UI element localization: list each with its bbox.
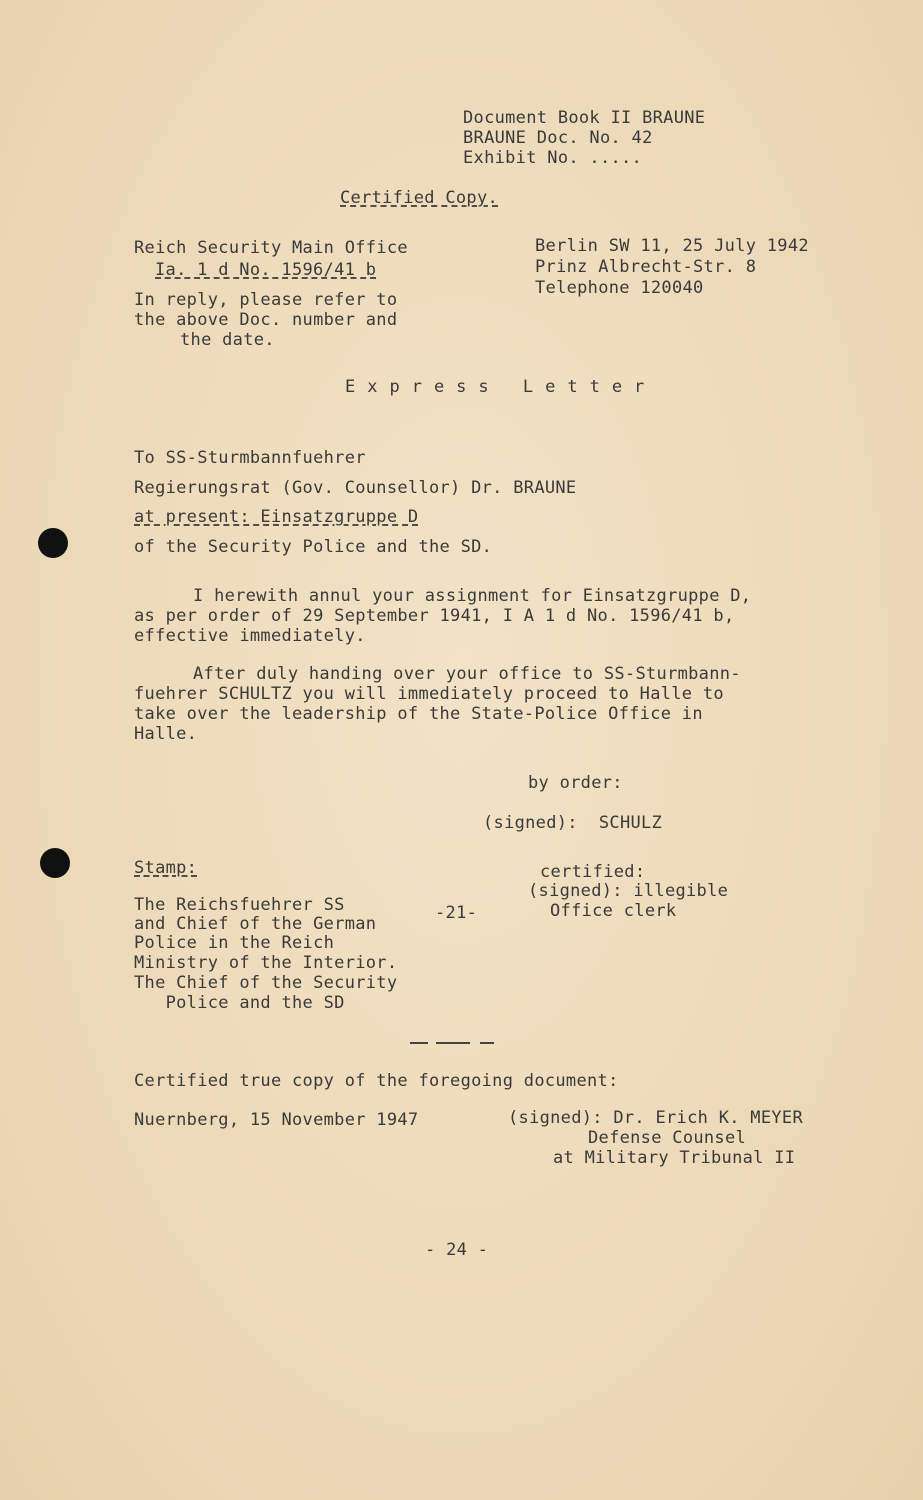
recipient-line-1: To SS-Sturmbannfuehrer bbox=[134, 448, 366, 468]
para1-line-2: as per order of 29 September 1941, I A 1 d No. 1596/41 b, bbox=[134, 606, 735, 626]
para1-line-1: I herewith annul your assignment for Einsatzgruppe D, bbox=[193, 586, 752, 606]
certified-label: certified: bbox=[540, 862, 646, 882]
reply-note-line-2: the above Doc. number and bbox=[134, 310, 398, 330]
section-divider bbox=[410, 1042, 428, 1044]
telephone: Telephone 120040 bbox=[535, 278, 704, 298]
stamp-line-2: and Chief of the German bbox=[134, 914, 377, 934]
para1-line-3: effective immediately. bbox=[134, 626, 366, 646]
signed-schulz: (signed): SCHULZ bbox=[483, 813, 663, 833]
letter-type: Express Letter bbox=[345, 377, 657, 397]
para2-line-2: fuehrer SCHULTZ you will immediately proceed to Halle to bbox=[134, 684, 724, 704]
para2-line-1: After duly handing over your office to SS-Sturmbann- bbox=[193, 664, 741, 684]
stamp-line-1: The Reichsfuehrer SS bbox=[134, 895, 345, 915]
footer-tribunal: at Military Tribunal II bbox=[553, 1148, 796, 1168]
footer-place-date: Nuernberg, 15 November 1947 bbox=[134, 1110, 419, 1130]
punch-hole-bottom bbox=[40, 848, 70, 878]
para2-line-3: take over the leadership of the State-Police Office in bbox=[134, 704, 703, 724]
punch-hole-top bbox=[38, 528, 68, 558]
by-order: by order: bbox=[528, 773, 623, 793]
exhibit-line: Exhibit No. ..... bbox=[463, 148, 643, 168]
stamp-line-5: The Chief of the Security bbox=[134, 973, 398, 993]
footer-signed: (signed): Dr. Erich K. MEYER bbox=[508, 1108, 803, 1128]
stamp-label: Stamp: bbox=[134, 858, 198, 878]
reply-note-line-3: the date. bbox=[180, 330, 275, 350]
certified-signed: (signed): illegible bbox=[528, 881, 729, 901]
stamp-line-3: Police in the Reich bbox=[134, 933, 335, 953]
sender-reference: Ia. 1 d No. 1596/41 b bbox=[155, 260, 377, 280]
sender-office: Reich Security Main Office bbox=[134, 238, 408, 258]
stamp-line-6: Police and the SD bbox=[134, 993, 345, 1013]
true-copy-line: Certified true copy of the foregoing document: bbox=[134, 1071, 619, 1091]
stamp-line-4: Ministry of the Interior. bbox=[134, 953, 398, 973]
doc-book-line: Document Book II BRAUNE bbox=[463, 108, 706, 128]
doc-number-line: BRAUNE Doc. No. 42 bbox=[463, 128, 653, 148]
para2-line-4: Halle. bbox=[134, 724, 198, 744]
recipient-line-4: of the Security Police and the SD. bbox=[134, 537, 493, 557]
section-divider bbox=[436, 1042, 470, 1044]
recipient-line-2: Regierungsrat (Gov. Counsellor) Dr. BRAUNE bbox=[134, 478, 577, 498]
footer-title: Defense Counsel bbox=[588, 1128, 747, 1148]
place-date: Berlin SW 11, 25 July 1942 bbox=[535, 236, 809, 256]
certified-copy-title: Certified Copy. bbox=[340, 188, 499, 208]
section-divider bbox=[480, 1042, 494, 1044]
office-clerk: Office clerk bbox=[550, 901, 677, 921]
page-number: - 24 - bbox=[425, 1240, 489, 1260]
stamp-number: -21- bbox=[435, 903, 478, 923]
reply-note-line-1: In reply, please refer to bbox=[134, 290, 398, 310]
recipient-line-3: at present: Einsatzgruppe D bbox=[134, 507, 419, 527]
street-address: Prinz Albrecht-Str. 8 bbox=[535, 257, 757, 277]
